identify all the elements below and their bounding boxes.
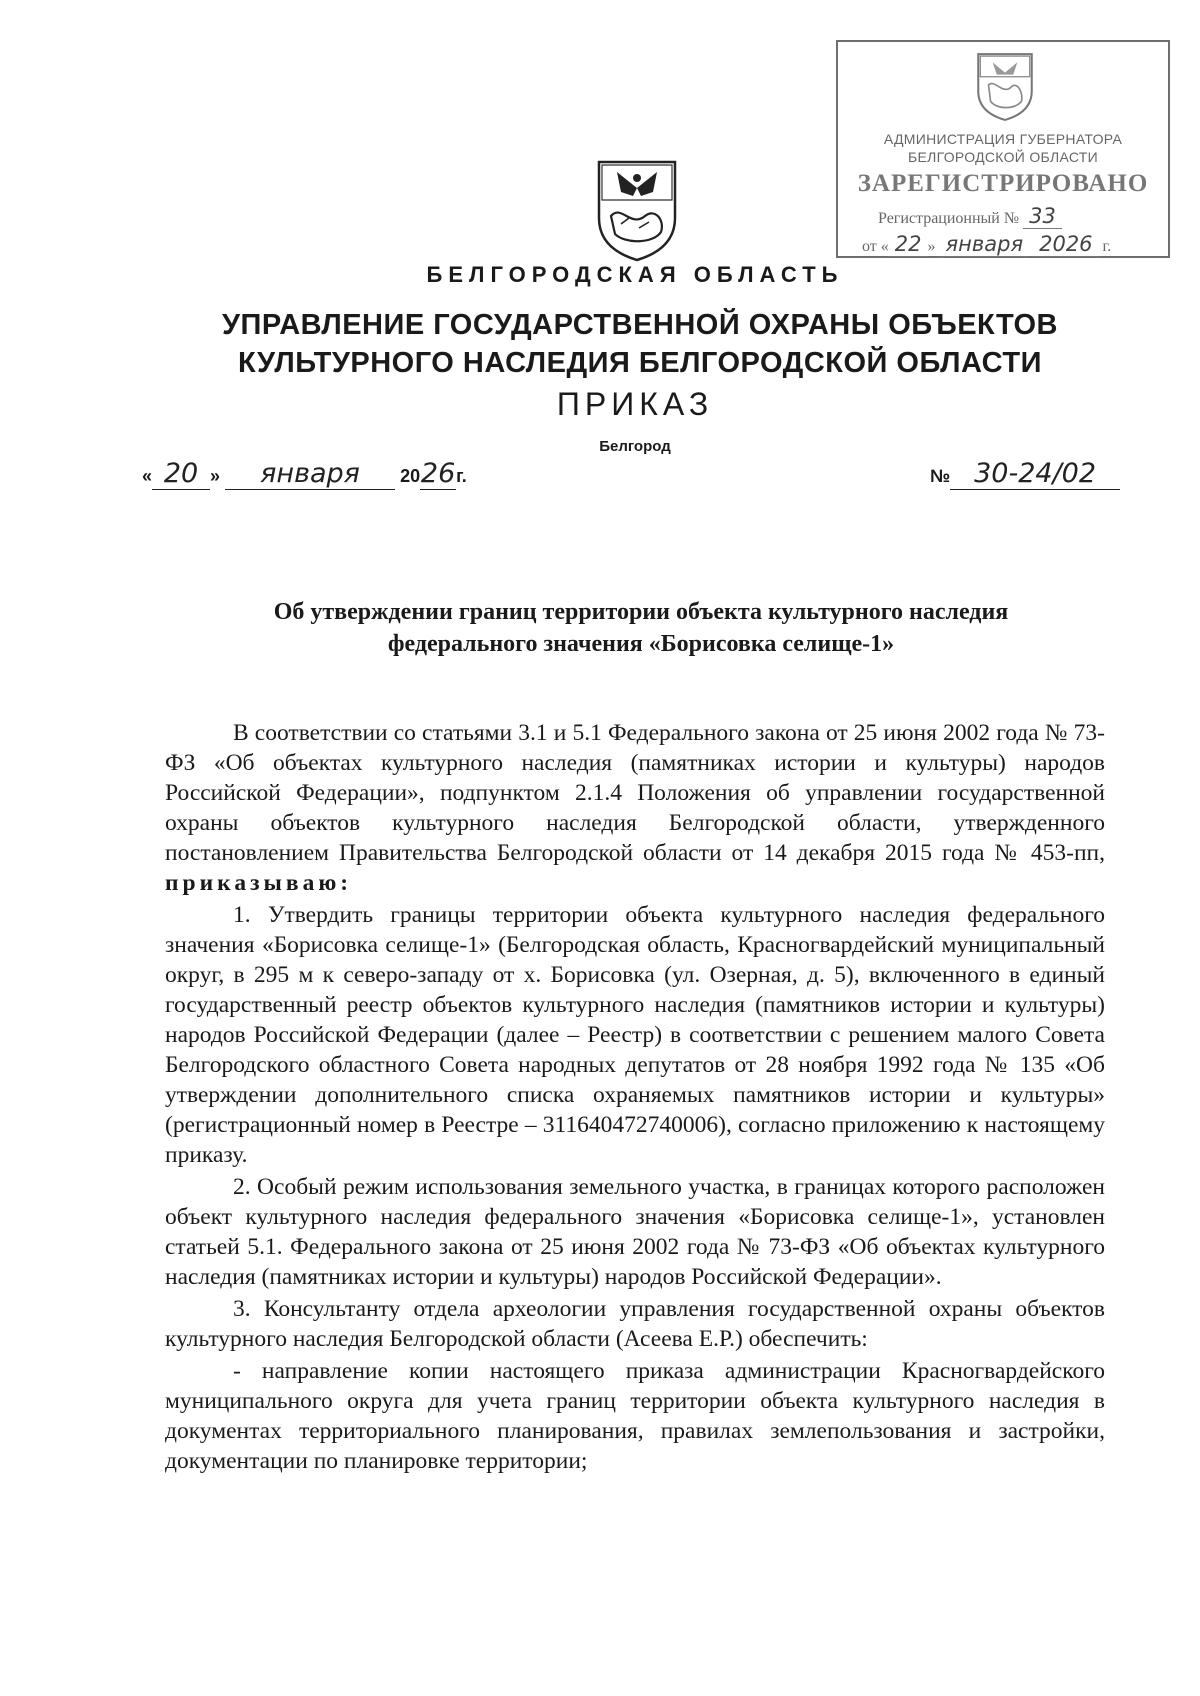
order-year-end: г.	[456, 466, 467, 486]
region-title: БЕЛГОРОДСКАЯ ОБЛАСТЬ	[426, 262, 844, 287]
order-open-quote: «	[142, 466, 153, 486]
intro-paragraph	[165, 718, 1105, 898]
intro-text: В соответствии со статьями 3.1 и 5.1 Федерального закона от 25 июня 2002 года № 73-ФЗ «Об объектах культурного наследия (памятниках истории и культуры) народов Российской Федерации», подпунктом 2.1.4 Положения об управлении государственной охраны объектов культурного наследия Белгородской области, утвержденного постановлением Правительства Белгородской области от 14 декабря 2015 года № 453-пп,	[165, 720, 1105, 866]
paragraph-1: 1. Утвердить границы территории объекта культурного наследия федерального значения «Борисовка селище-1» (Белгородская область, Красногвардейский муниципальный округ, в 295 м к северо-западу от х. Борисовка (ул. Озерная, д. 5), включенного в единый государственный реестр объектов культурного наследия (памятников истории и культуры) народов Российской Федерации (далее – Реестр) в соответствии с решением малого Совета Белгородского областного Совета народных депутатов от 28 ноября 1992 года № 135 «Об утверждении дополнительного списка охраняемых памятников истории и культуры» (регистрационный номер в Реестре – 311640472740006), согласно приложению к настоящему приказу.	[165, 902, 1105, 1168]
order-date	[142, 458, 467, 490]
department-title	[150, 306, 1130, 382]
stamp-reg-label: Регистрационный №	[878, 210, 1020, 227]
paragraph-3-item-1: - направление копии настоящего приказа администрации Красногвардейского муниципального округа для учета границ территории объекта культурного наследия в документах территориального планирования, правилах землепользования и застройки, документации по планировке территории;	[165, 1358, 1105, 1474]
order-year-prefix: 20	[400, 466, 421, 486]
stamp-date-year: 2026	[1033, 232, 1098, 257]
stamp-date-prefix: от «	[862, 238, 889, 255]
document-type: ПРИКАЗ	[556, 386, 714, 422]
order-number	[930, 458, 1120, 490]
stamp-org-line2: БЕЛГОРОДСКОЙ ОБЛАСТИ	[908, 149, 1098, 165]
stamp-reg-number: 33	[1023, 204, 1062, 229]
paragraph-2: 2. Особый режим использования земельного участка, в границах которого расположен объект культурного наследия федерального значения «Борисовка селище-1», установлен статьей 5.1. Федерального закона от 25 июня 2002 года № 73-ФЗ «Об объектах культурного наследия (памятниках истории и культуры) народов Российской Федерации».	[165, 1174, 1105, 1290]
order-month: января	[225, 458, 395, 490]
stamp-registered: ЗАРЕГИСТРИРОВАНО	[857, 170, 1149, 197]
belgorod-emblem-icon	[595, 158, 679, 262]
order-number-value: 30-24/02	[950, 458, 1120, 490]
city-label: Белгород	[599, 438, 671, 455]
department-line1: УПРАВЛЕНИЕ ГОСУДАРСТВЕННОЙ ОХРАНЫ ОБЪЕКТОВ	[222, 309, 1058, 341]
intro-bold: приказываю:	[165, 870, 353, 896]
order-close-quote: »	[210, 466, 221, 486]
title-line1: Об утверждении границ территории объекта культурного наследия	[273, 599, 1009, 625]
paragraph-3: 3. Консультанту отдела археологии управления государственной охраны объектов культурного наследия Белгородской области (Асеева Е.Р.) обеспечить:	[165, 1296, 1105, 1352]
title-line2: федерального значения «Борисовка селище-1»	[387, 631, 895, 657]
registration-stamp	[836, 40, 1170, 258]
stamp-date-suffix: г.	[1102, 238, 1112, 255]
stamp-date-line	[862, 232, 1111, 256]
stamp-date-month: января	[940, 232, 1030, 257]
coat-of-arms-icon	[974, 50, 1036, 122]
stamp-date-day: 22	[889, 232, 928, 257]
order-year-suffix: 26	[420, 458, 456, 489]
stamp-org-line1: АДМИНИСТРАЦИЯ ГУБЕРНАТОРА	[883, 131, 1123, 147]
order-day: 20	[152, 458, 210, 490]
document-title	[160, 596, 1122, 660]
stamp-date-mid: »	[927, 238, 936, 255]
document-body	[165, 718, 1105, 1478]
department-line2: КУЛЬТУРНОГО НАСЛЕДИЯ БЕЛГОРОДСКОЙ ОБЛАСТИ	[238, 347, 1042, 379]
stamp-reg-number-line	[878, 204, 1062, 228]
order-number-label: №	[930, 466, 951, 486]
